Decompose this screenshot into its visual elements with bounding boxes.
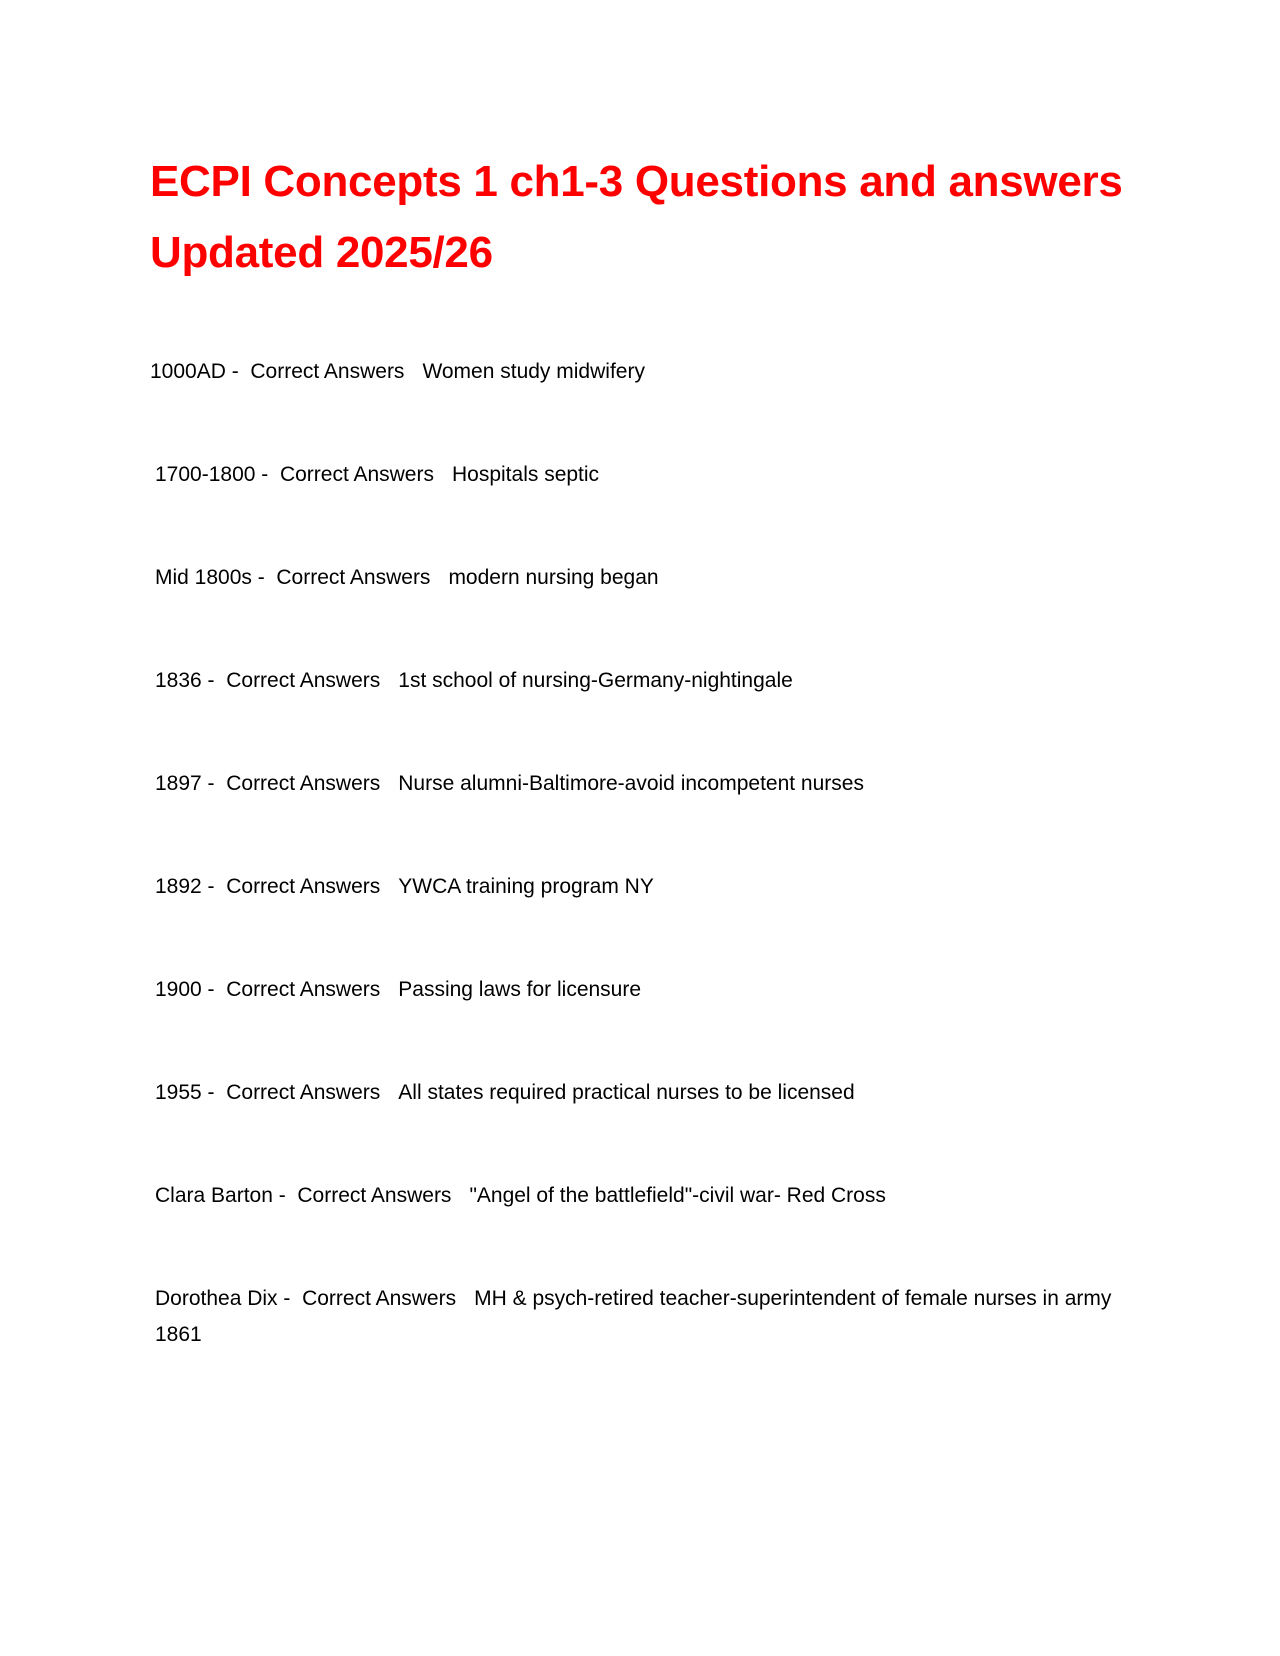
qa-answer: Hospitals septic — [451, 463, 600, 486]
qa-answer-label: Correct Answers — [279, 463, 434, 486]
qa-answer: Passing laws for licensure — [398, 978, 642, 1001]
qa-term: 1000AD — [150, 360, 226, 383]
qa-item: 1892 - Correct Answers YWCA training program NY — [155, 875, 654, 898]
qa-term: 1900 — [155, 978, 202, 1001]
qa-answer-label: Correct Answers — [226, 772, 381, 795]
document-title: ECPI Concepts 1 ch1-3 Questions and answers Updated 2025/26 — [150, 157, 1123, 277]
qa-item: 1000AD - Correct Answers Women study midwifery — [150, 360, 645, 383]
qa-answer-label: Correct Answers — [276, 566, 431, 589]
qa-answer-label: Correct Answers — [226, 978, 381, 1001]
qa-term: Clara Barton — [155, 1184, 273, 1207]
qa-answer: MH & psych-retired teacher-superintendent of female nurses in army 1861 — [155, 1287, 1112, 1346]
qa-item: Dorothea Dix - Correct Answers MH & psych-retired teacher-superintendent of female nurses in army 1861 — [155, 1287, 1112, 1346]
qa-item: 1836 - Correct Answers 1st school of nursing-Germany-nightingale — [155, 669, 793, 692]
qa-item: Clara Barton - Correct Answers "Angel of the battlefield"-civil war- Red Cross — [155, 1184, 886, 1207]
qa-answer: "Angel of the battlefield"-civil war- Red Cross — [469, 1184, 886, 1207]
qa-answer: 1st school of nursing-Germany-nightingale — [398, 669, 793, 692]
qa-answer-label: Correct Answers — [226, 1081, 381, 1104]
qa-term: 1897 — [155, 772, 202, 795]
qa-term: Dorothea Dix — [155, 1287, 278, 1310]
qa-answer: All states required practical nurses to be licensed — [398, 1081, 855, 1104]
qa-item: 1900 - Correct Answers Passing laws for licensure — [155, 978, 642, 1001]
qa-term: 1700-1800 — [155, 463, 256, 486]
qa-answer-label: Correct Answers — [297, 1184, 452, 1207]
qa-answer: YWCA training program NY — [398, 875, 654, 898]
qa-item: Mid 1800s - Correct Answers modern nursing began — [155, 566, 659, 589]
qa-item: 1700-1800 - Correct Answers Hospitals septic — [155, 463, 600, 486]
qa-answer: Nurse alumni-Baltimore-avoid incompetent nurses — [398, 772, 864, 795]
qa-item: 1897 - Correct Answers Nurse alumni-Baltimore-avoid incompetent nurses — [155, 772, 864, 795]
qa-answer-label: Correct Answers — [302, 1287, 457, 1310]
qa-answer-label: Correct Answers — [250, 360, 405, 383]
qa-term: 1892 — [155, 875, 202, 898]
qa-answer-label: Correct Answers — [226, 669, 381, 692]
qa-term: 1955 — [155, 1081, 202, 1104]
qa-item: 1955 - Correct Answers All states required practical nurses to be licensed — [155, 1081, 855, 1104]
qa-answer-label: Correct Answers — [226, 875, 381, 898]
qa-term: 1836 — [155, 669, 202, 692]
qa-term: Mid 1800s — [155, 566, 252, 589]
qa-answer: modern nursing began — [448, 566, 659, 589]
qa-answer: Women study midwifery — [422, 360, 645, 383]
